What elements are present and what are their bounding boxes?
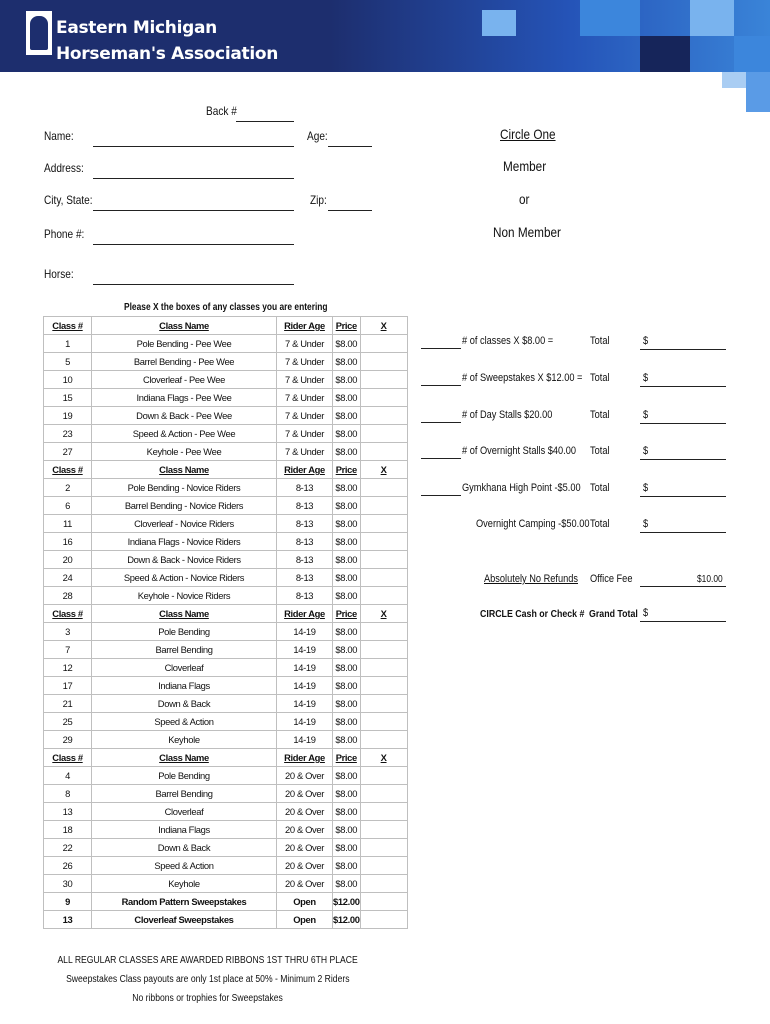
rider-age: 7 & Under <box>277 425 333 443</box>
price: $8.00 <box>333 785 361 803</box>
rider-age: 20 & Over <box>277 857 333 875</box>
age-label: Age: <box>307 129 328 143</box>
rider-age: 20 & Over <box>277 875 333 893</box>
entry-checkbox[interactable] <box>360 335 407 353</box>
phone-field[interactable] <box>93 244 294 245</box>
price: $8.00 <box>333 425 361 443</box>
footer-line2: Sweepstakes Class payouts are only 1st place at 50% - Minimum 2 Riders <box>66 974 350 985</box>
table-row <box>44 875 408 893</box>
rider-age: 14-19 <box>277 731 333 749</box>
fee-total-field[interactable] <box>640 423 726 424</box>
rider-age: 8-13 <box>277 569 333 587</box>
header-cell: X <box>360 605 407 623</box>
class-number: 2 <box>44 479 92 497</box>
class-name: Down & Back - Novice Riders <box>92 551 277 569</box>
class-number: 28 <box>44 587 92 605</box>
price: $8.00 <box>333 857 361 875</box>
rider-age: 8-13 <box>277 515 333 533</box>
entry-checkbox[interactable] <box>360 443 407 461</box>
table-row <box>44 443 408 461</box>
member-option[interactable]: Member <box>503 158 547 174</box>
rider-age: 7 & Under <box>277 389 333 407</box>
entry-checkbox[interactable] <box>360 695 407 713</box>
table-row <box>44 407 408 425</box>
table-instruction: Please X the boxes of any classes you are entering <box>124 302 328 313</box>
price: $8.00 <box>333 569 361 587</box>
header-cell: Rider Age <box>277 605 333 623</box>
non-member-option[interactable]: Non Member <box>493 224 561 240</box>
header-cell: Class # <box>44 605 92 623</box>
class-number: 27 <box>44 443 92 461</box>
office-fee-line <box>640 586 726 587</box>
entry-checkbox[interactable] <box>360 641 407 659</box>
rider-age: 14-19 <box>277 641 333 659</box>
fee-total-field[interactable] <box>640 349 726 350</box>
price: $8.00 <box>333 641 361 659</box>
entry-checkbox[interactable] <box>360 479 407 497</box>
table-row <box>44 713 408 731</box>
rider-age: 14-19 <box>277 659 333 677</box>
rider-age: 20 & Over <box>277 839 333 857</box>
entry-checkbox[interactable] <box>360 677 407 695</box>
table-row <box>44 533 408 551</box>
class-number: 3 <box>44 623 92 641</box>
entry-checkbox[interactable] <box>360 911 407 929</box>
price: $8.00 <box>333 587 361 605</box>
class-name: Indiana Flags <box>92 677 277 695</box>
class-name: Cloverleaf <box>92 659 277 677</box>
price: $8.00 <box>333 551 361 569</box>
fee-dollar-sign: $ <box>643 518 649 530</box>
table-row <box>44 803 408 821</box>
fee-label: # of Overnight Stalls $40.00 <box>462 445 577 457</box>
class-number: 13 <box>44 803 92 821</box>
table-row <box>44 569 408 587</box>
entry-checkbox[interactable] <box>360 803 407 821</box>
table-row <box>44 479 408 497</box>
class-number: 26 <box>44 857 92 875</box>
fee-total-label: Total <box>590 409 610 421</box>
zip-label: Zip: <box>310 193 327 207</box>
address-label: Address: <box>44 161 84 175</box>
fee-label: Overnight Camping -$50.00 <box>476 518 590 530</box>
class-name: Keyhole <box>92 731 277 749</box>
class-number: 22 <box>44 839 92 857</box>
rider-age: 8-13 <box>277 533 333 551</box>
price: $8.00 <box>333 695 361 713</box>
price: $8.00 <box>333 371 361 389</box>
rider-age: 20 & Over <box>277 785 333 803</box>
fee-total-field[interactable] <box>640 386 726 387</box>
table-row <box>44 677 408 695</box>
table-row <box>44 893 408 911</box>
class-name: Speed & Action <box>92 857 277 875</box>
circle-one-heading: Circle One <box>500 126 556 142</box>
table-row <box>44 425 408 443</box>
header-cell: Class Name <box>92 461 277 479</box>
header-cell: Class Name <box>92 605 277 623</box>
entry-checkbox[interactable] <box>360 731 407 749</box>
fee-label: # of Day Stalls $20.00 <box>462 409 553 421</box>
fee-label: # of Sweepstakes X $12.00 = <box>462 372 583 384</box>
back-number-label: Back # <box>206 104 237 118</box>
class-number: 11 <box>44 515 92 533</box>
entry-checkbox[interactable] <box>360 623 407 641</box>
entry-checkbox[interactable] <box>360 407 407 425</box>
class-name: Speed & Action <box>92 713 277 731</box>
price: $8.00 <box>333 335 361 353</box>
grand-total-dollar: $ <box>643 607 649 619</box>
table-row <box>44 335 408 353</box>
class-name: Keyhole - Novice Riders <box>92 587 277 605</box>
class-name: Barrel Bending - Novice Riders <box>92 497 277 515</box>
table-row <box>44 623 408 641</box>
class-number: 9 <box>44 893 92 911</box>
fee-quantity-field[interactable] <box>421 348 461 349</box>
header-cell: Rider Age <box>277 317 333 335</box>
class-number: 8 <box>44 785 92 803</box>
fee-total-label: Total <box>590 445 610 457</box>
class-number: 20 <box>44 551 92 569</box>
footer-notes <box>0 950 416 968</box>
class-name: Barrel Bending - Pee Wee <box>92 353 277 371</box>
fee-quantity-field[interactable] <box>421 385 461 386</box>
class-number: 10 <box>44 371 92 389</box>
entry-checkbox[interactable] <box>360 533 407 551</box>
cash-check-label: CIRCLE Cash or Check # <box>480 608 585 620</box>
grand-total-field[interactable] <box>640 621 726 622</box>
price: $8.00 <box>333 677 361 695</box>
class-number: 12 <box>44 659 92 677</box>
header-cell: Class # <box>44 461 92 479</box>
footer-row <box>0 988 416 1006</box>
class-name: Barrel Bending <box>92 785 277 803</box>
class-name: Random Pattern Sweepstakes <box>92 893 277 911</box>
entry-checkbox[interactable] <box>360 857 407 875</box>
price: $8.00 <box>333 803 361 821</box>
price: $8.00 <box>333 443 361 461</box>
table-row <box>44 857 408 875</box>
rider-age: 8-13 <box>277 497 333 515</box>
price: $8.00 <box>333 515 361 533</box>
fee-total-label: Total <box>590 482 610 494</box>
phone-label: Phone #: <box>44 227 85 241</box>
fee-label: Gymkhana High Point -$5.00 <box>462 482 581 494</box>
rider-age: 7 & Under <box>277 371 333 389</box>
entry-checkbox[interactable] <box>360 767 407 785</box>
table-row <box>44 551 408 569</box>
entry-checkbox[interactable] <box>360 821 407 839</box>
office-fee-label: Office Fee <box>590 573 633 585</box>
class-name: Cloverleaf - Novice Riders <box>92 515 277 533</box>
class-number: 19 <box>44 407 92 425</box>
entry-checkbox[interactable] <box>360 389 407 407</box>
footer-line1: ALL REGULAR CLASSES ARE AWARDED RIBBONS 1ST THRU 6TH PLACE <box>57 955 359 966</box>
class-name: Cloverleaf Sweepstakes <box>92 911 277 929</box>
header-cell: X <box>360 749 407 767</box>
table-row <box>44 353 408 371</box>
class-name: Down & Back <box>92 695 277 713</box>
entry-checkbox[interactable] <box>360 713 407 731</box>
grand-total-label: Grand Total <box>589 608 638 620</box>
rider-age: 8-13 <box>277 479 333 497</box>
entry-checkbox[interactable] <box>360 893 407 911</box>
rider-age: 14-19 <box>277 713 333 731</box>
footer-row <box>0 969 416 987</box>
class-name: Indiana Flags - Pee Wee <box>92 389 277 407</box>
class-number: 25 <box>44 713 92 731</box>
fee-dollar-sign: $ <box>643 335 649 347</box>
price: $8.00 <box>333 731 361 749</box>
price: $8.00 <box>333 479 361 497</box>
class-number: 18 <box>44 821 92 839</box>
class-name: Pole Bending - Novice Riders <box>92 479 277 497</box>
entry-checkbox[interactable] <box>360 587 407 605</box>
table-row <box>44 731 408 749</box>
price: $8.00 <box>333 623 361 641</box>
class-number: 1 <box>44 335 92 353</box>
class-number: 4 <box>44 767 92 785</box>
entry-checkbox[interactable] <box>360 371 407 389</box>
org-name-line1: Eastern Michigan <box>56 18 217 38</box>
table-row <box>44 515 408 533</box>
fee-quantity-field[interactable] <box>421 495 461 496</box>
fee-total-field[interactable] <box>640 532 726 533</box>
header-cell: Class # <box>44 749 92 767</box>
rider-age: 14-19 <box>277 677 333 695</box>
class-entry-table <box>43 316 408 929</box>
entry-checkbox[interactable] <box>360 497 407 515</box>
class-number: 5 <box>44 353 92 371</box>
entry-checkbox[interactable] <box>360 839 407 857</box>
address-field[interactable] <box>93 178 294 179</box>
class-name: Speed & Action - Novice Riders <box>92 569 277 587</box>
class-name: Keyhole - Pee Wee <box>92 443 277 461</box>
rider-age: Open <box>277 911 333 929</box>
class-name: Indiana Flags - Novice Riders <box>92 533 277 551</box>
table-row <box>44 911 408 929</box>
table-row <box>44 371 408 389</box>
table-header-row <box>44 749 408 767</box>
city-state-label: City, State: <box>44 193 93 207</box>
rider-age: 14-19 <box>277 695 333 713</box>
entry-checkbox[interactable] <box>360 353 407 371</box>
rider-age: 20 & Over <box>277 803 333 821</box>
rider-age: 8-13 <box>277 551 333 569</box>
class-number: 30 <box>44 875 92 893</box>
class-name: Down & Back - Pee Wee <box>92 407 277 425</box>
price: $12.00 <box>333 893 361 911</box>
name-label: Name: <box>44 129 74 143</box>
fee-dollar-sign: $ <box>643 482 649 494</box>
horse-label: Horse: <box>44 267 74 281</box>
header-cell: Class Name <box>92 317 277 335</box>
class-number: 17 <box>44 677 92 695</box>
table-row <box>44 389 408 407</box>
table-row <box>44 497 408 515</box>
header-cell: X <box>360 461 407 479</box>
class-number: 23 <box>44 425 92 443</box>
price: $12.00 <box>333 911 361 929</box>
entry-checkbox[interactable] <box>360 875 407 893</box>
rider-age: 20 & Over <box>277 821 333 839</box>
class-number: 21 <box>44 695 92 713</box>
class-number: 13 <box>44 911 92 929</box>
class-name: Keyhole <box>92 875 277 893</box>
class-name: Indiana Flags <box>92 821 277 839</box>
rider-age: 7 & Under <box>277 407 333 425</box>
entry-checkbox[interactable] <box>360 569 407 587</box>
fee-total-label: Total <box>590 372 610 384</box>
decor-square <box>640 36 690 72</box>
header-cell: Price <box>333 749 361 767</box>
rider-age: 7 & Under <box>277 443 333 461</box>
price: $8.00 <box>333 821 361 839</box>
city-state-field[interactable] <box>93 210 294 211</box>
no-refunds-notice: Absolutely No Refunds <box>484 573 579 585</box>
price: $8.00 <box>333 659 361 677</box>
office-fee-value: $10.00 <box>697 574 723 585</box>
class-number: 7 <box>44 641 92 659</box>
table-row <box>44 839 408 857</box>
decor-square <box>734 36 770 72</box>
fee-quantity-field[interactable] <box>421 422 461 423</box>
table-row <box>44 659 408 677</box>
fee-quantity-field[interactable] <box>421 458 461 459</box>
table-row <box>44 767 408 785</box>
price: $8.00 <box>333 875 361 893</box>
header-cell: X <box>360 317 407 335</box>
class-name: Cloverleaf <box>92 803 277 821</box>
rider-age: 7 & Under <box>277 335 333 353</box>
header-cell: Rider Age <box>277 461 333 479</box>
decor-square <box>482 10 516 36</box>
fee-total-field[interactable] <box>640 459 726 460</box>
price: $8.00 <box>333 407 361 425</box>
table-row <box>44 695 408 713</box>
table-row <box>44 821 408 839</box>
class-name: Cloverleaf - Pee Wee <box>92 371 277 389</box>
entry-checkbox[interactable] <box>360 551 407 569</box>
entry-checkbox[interactable] <box>360 425 407 443</box>
horse-head-icon <box>30 16 48 50</box>
class-name: Barrel Bending <box>92 641 277 659</box>
fee-dollar-sign: $ <box>643 372 649 384</box>
decor-square <box>722 72 746 88</box>
entry-checkbox[interactable] <box>360 785 407 803</box>
header-cell: Price <box>333 605 361 623</box>
decor-square <box>580 0 640 36</box>
header-cell: Price <box>333 317 361 335</box>
name-field[interactable] <box>93 146 294 147</box>
header-banner <box>0 0 770 72</box>
price: $8.00 <box>333 389 361 407</box>
class-number: 15 <box>44 389 92 407</box>
decor-square <box>690 0 734 36</box>
rider-age: 14-19 <box>277 623 333 641</box>
class-name: Pole Bending <box>92 767 277 785</box>
age-field[interactable] <box>328 146 372 147</box>
rider-age: 20 & Over <box>277 767 333 785</box>
fee-dollar-sign: $ <box>643 445 649 457</box>
class-name: Pole Bending <box>92 623 277 641</box>
fee-total-field[interactable] <box>640 496 726 497</box>
horse-field[interactable] <box>93 284 294 285</box>
entry-checkbox[interactable] <box>360 659 407 677</box>
class-name: Pole Bending - Pee Wee <box>92 335 277 353</box>
class-number: 24 <box>44 569 92 587</box>
price: $8.00 <box>333 533 361 551</box>
footer-line3: No ribbons or trophies for Sweepstakes <box>132 993 284 1004</box>
class-name: Speed & Action - Pee Wee <box>92 425 277 443</box>
header-cell: Price <box>333 461 361 479</box>
fee-label: # of classes X $8.00 = <box>462 335 554 347</box>
table-row <box>44 641 408 659</box>
fee-dollar-sign: $ <box>643 409 649 421</box>
table-header-row <box>44 461 408 479</box>
price: $8.00 <box>333 497 361 515</box>
table-row <box>44 587 408 605</box>
decor-square <box>746 72 770 112</box>
class-number: 6 <box>44 497 92 515</box>
header-cell: Class # <box>44 317 92 335</box>
fee-total-label: Total <box>590 518 610 530</box>
table-row <box>44 785 408 803</box>
class-number: 29 <box>44 731 92 749</box>
price: $8.00 <box>333 767 361 785</box>
zip-field[interactable] <box>328 210 372 211</box>
header-cell: Class Name <box>92 749 277 767</box>
price: $8.00 <box>333 713 361 731</box>
or-text: or <box>519 191 530 207</box>
org-name-line2: Horseman's Association <box>56 44 279 64</box>
back-number-field[interactable] <box>236 121 294 122</box>
table-header-row <box>44 605 408 623</box>
table-header-row <box>44 317 408 335</box>
class-name: Down & Back <box>92 839 277 857</box>
price: $8.00 <box>333 353 361 371</box>
class-number: 16 <box>44 533 92 551</box>
header-cell: Rider Age <box>277 749 333 767</box>
rider-age: 7 & Under <box>277 353 333 371</box>
entry-checkbox[interactable] <box>360 515 407 533</box>
fee-total-label: Total <box>590 335 610 347</box>
price: $8.00 <box>333 839 361 857</box>
rider-age: 8-13 <box>277 587 333 605</box>
rider-age: Open <box>277 893 333 911</box>
